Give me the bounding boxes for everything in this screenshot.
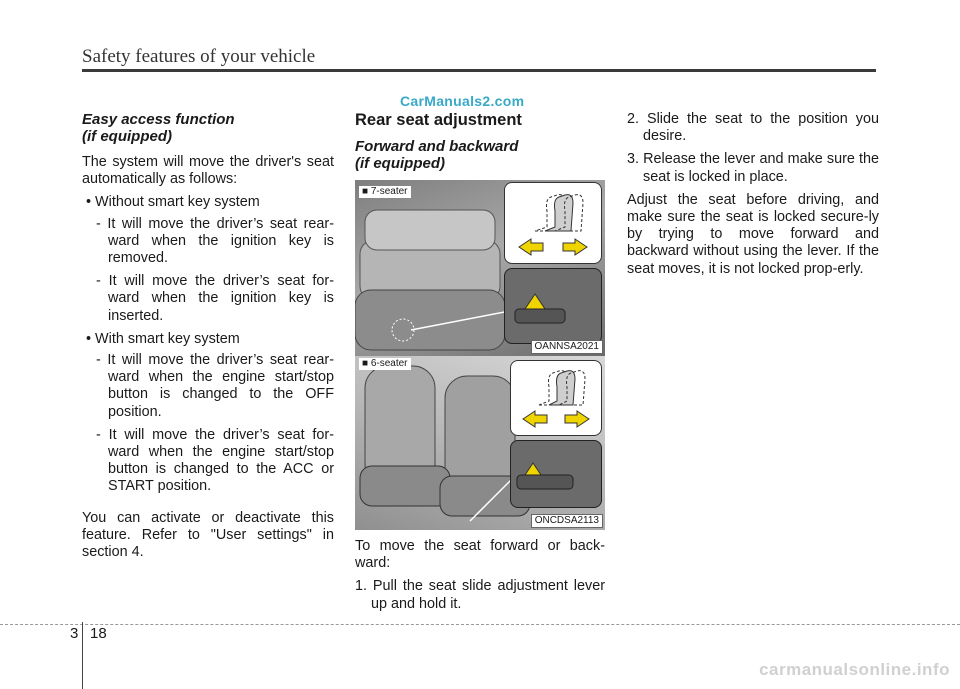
lever-arrow-icon [511,441,601,507]
page-header-title: Safety features of your vehicle [82,46,316,67]
sub-item: - It will move the driver’s seat for-ward when the ignition key is inserted. [96,273,334,324]
page-number: 18 [90,625,107,642]
footer-dashed-rule [0,624,960,625]
forward-backward-heading-line1: Forward and backward [355,138,519,155]
bullet-with-smart-key: • With smart key system [86,330,240,347]
step-3: 3. Release the lever and make sure the seat is locked in place. [627,151,879,185]
inset-lever-photo-bottom [510,440,602,508]
instruction-text: To move the seat forward or back-ward: [355,538,605,572]
column-rear-seat [355,111,605,619]
seat-slide-diagram-icon [511,361,601,435]
watermark-bottom: carmanualsonline.info [759,660,950,679]
header-rule [82,69,876,72]
inset-lever-photo-top [504,268,602,344]
easy-access-intro: The system will move the driver's seat automatically as follows: [82,154,334,188]
figure-panel-7-seater [355,180,605,356]
watermark-top: CarManuals2.com [400,93,525,109]
lever-arrow-icon [505,269,601,343]
sub-item: - It will move the driver’s seat rear-ward when the engine start/stop button is changed to the OFF position. [96,352,334,420]
rear-seat-figure [355,180,605,530]
figure-panel-6-seater [355,356,605,530]
column-steps-continued [627,111,879,284]
easy-access-outro: You can activate or deactivate this feature. Refer to "User settings" in section 4. [82,509,334,561]
figure-code-top: OANNSA2021 [531,340,603,354]
figure-code-bottom: ONCDSA2113 [531,514,603,528]
sub-item: - It will move the driver’s seat for-ward when the engine start/stop button is changed to the ACC or START position. [96,426,334,495]
label-6-seater: ■ 6-seater [359,358,411,370]
column-easy-access [82,111,334,567]
section-title: Rear seat adjustment [355,111,522,129]
inset-seat-diagram-bottom [510,360,602,436]
inset-seat-diagram-top [504,182,602,264]
step-1: 1. Pull the seat slide adjustment lever up and hold it. [355,578,605,612]
footer-divider [82,622,83,689]
easy-access-heading [82,111,334,145]
chapter-number: 3 [70,625,79,642]
seat-slide-diagram-icon [505,183,601,263]
forward-backward-heading-line2: (if equipped) [355,155,445,172]
easy-access-heading-line2: (if equipped) [82,128,172,145]
step-2: 2. Slide the seat to the position you desire. [627,111,879,145]
bullet-without-smart-key: • Without smart key system [86,194,260,211]
sub-item: - It will move the driver’s seat rear-ward when the ignition key is removed. [96,215,334,267]
label-7-seater: ■ 7-seater [359,186,411,198]
easy-access-heading-line1: Easy access function [82,111,235,128]
forward-backward-heading [355,138,605,172]
adjust-note: Adjust the seat before driving, and make sure the seat is locked secure-ly by trying to move forward and backward without using the lever. If the seat moves, it is not locked prop-erly. [627,191,879,277]
